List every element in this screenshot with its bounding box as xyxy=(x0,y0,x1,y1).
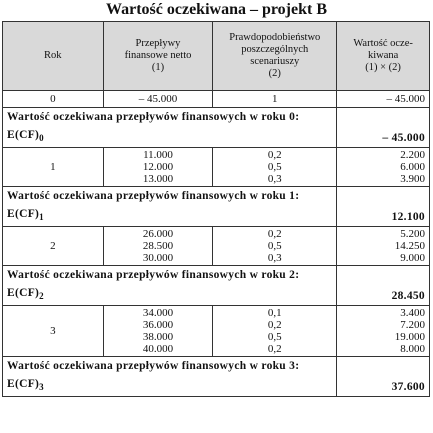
page-title: Wartość oczekiwana – projekt B xyxy=(105,1,327,18)
header-probability: Prawdopodobieństwo poszczególnych scenariuszy (2) xyxy=(213,22,337,91)
table-row xyxy=(3,91,430,108)
summary-label-cell: Wartość oczekiwana przepływów finansowych w roku 1: $E(CF)_1$ xyxy=(3,187,337,227)
summary-label-cell: Wartość oczekiwana przepływów finansowych w roku 3: $E(CF)_3$ xyxy=(3,357,337,397)
expected-value-cell: – 45.000 xyxy=(337,91,430,108)
probability-cell: 0,1 0,2 0,5 0,2 xyxy=(213,306,337,357)
year-cell: 1 xyxy=(3,148,104,187)
summary-label-cell: Wartość oczekiwana przepływów finansowych w roku 0: $E(CF)_0$ xyxy=(3,108,337,148)
header-expected-value: Wartość ocze- kiwana (1) × (2) xyxy=(337,22,430,91)
summary-row-year-0 xyxy=(3,108,430,148)
cash-flow-cell: 26.000 28.500 30.000 xyxy=(103,227,213,266)
probability-cell: 0,2 0,5 0,3 xyxy=(213,148,337,187)
header-row xyxy=(3,22,430,91)
summary-value: 12.100 xyxy=(337,187,430,227)
year-cell: 3 xyxy=(3,306,104,357)
table-row-group-year-2 xyxy=(3,227,430,266)
year-cell: 2 xyxy=(3,227,104,266)
expected-value-cell: 2.200 6.000 3.900 xyxy=(337,148,430,187)
summary-value: 28.450 xyxy=(337,266,430,306)
expected-value-table xyxy=(2,21,430,397)
summary-label-cell: Wartość oczekiwana przepływów finansowych w roku 2: $E(CF)_2$ xyxy=(3,266,337,306)
header-cash-flow: Przepływy finansowe netto (1) xyxy=(103,22,213,91)
cash-flow-cell: – 45.000 xyxy=(103,91,213,108)
cash-flow-cell: 11.000 12.000 13.000 xyxy=(103,148,213,187)
year-cell: 0 xyxy=(3,91,104,108)
header-rok: Rok xyxy=(3,22,104,91)
summary-value: 37.600 xyxy=(337,357,430,397)
table-row-group-year-3 xyxy=(3,306,430,357)
cash-flow-cell: 34.000 36.000 38.000 40.000 xyxy=(103,306,213,357)
summary-row-year-3 xyxy=(3,357,430,397)
table-row-group-year-1 xyxy=(3,148,430,187)
probability-cell: 1 xyxy=(213,91,337,108)
summary-row-year-1 xyxy=(3,187,430,227)
summary-value: – 45.000 xyxy=(337,108,430,148)
expected-value-cell: 3.400 7.200 19.000 8.000 xyxy=(337,306,430,357)
probability-cell: 0,2 0,5 0,3 xyxy=(213,227,337,266)
summary-row-year-2 xyxy=(3,266,430,306)
expected-value-cell: 5.200 14.250 9.000 xyxy=(337,227,430,266)
